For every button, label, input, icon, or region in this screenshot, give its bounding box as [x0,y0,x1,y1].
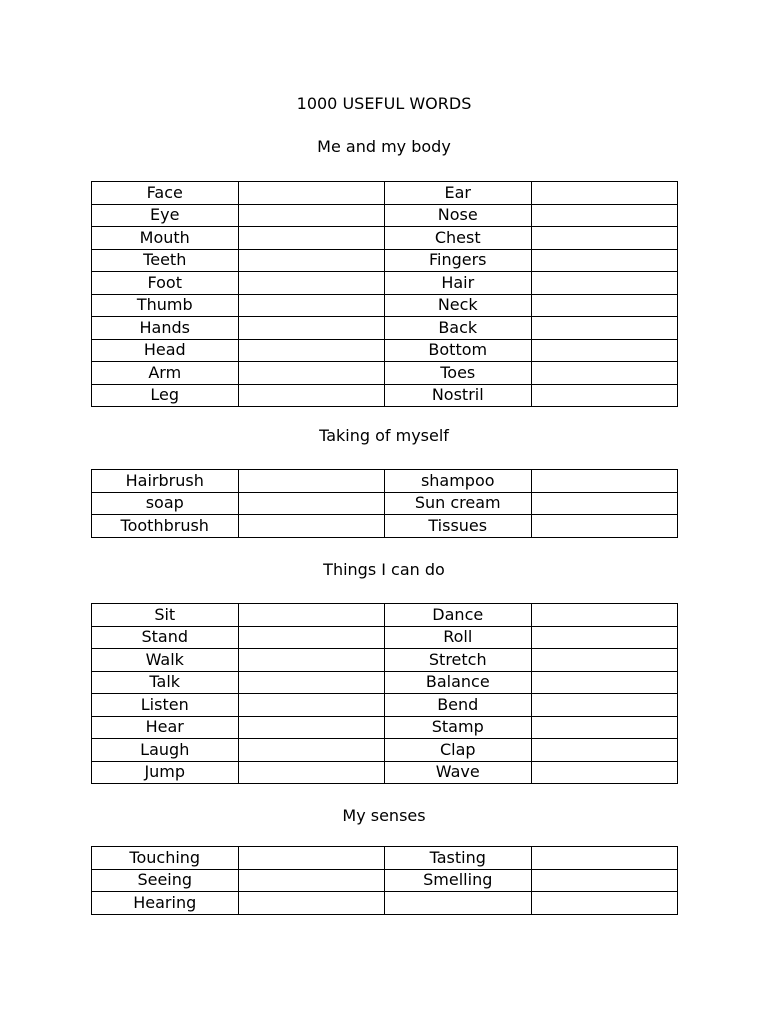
word-cell: Balance [385,671,532,694]
word-cell: Wave [385,761,532,784]
word-cell: Toothbrush [92,515,239,538]
word-cell: Arm [92,362,239,385]
word-cell: Hair [385,272,532,295]
blank-cell [531,869,678,892]
blank-cell [531,604,678,627]
document-title: 1000 USEFUL WORDS [296,94,472,113]
word-table-things-i-can-do [91,603,678,784]
word-cell: Face [92,182,239,205]
blank-cell [238,671,385,694]
table-row [92,227,678,250]
table-row [92,362,678,385]
word-cell: Hear [92,716,239,739]
blank-cell [238,384,385,407]
blank-cell [531,716,678,739]
word-cell: Nostril [385,384,532,407]
word-cell: Laugh [92,739,239,762]
word-cell: Dance [385,604,532,627]
blank-cell [238,362,385,385]
blank-cell [238,869,385,892]
word-cell: Sun cream [385,492,532,515]
blank-cell [531,470,678,493]
section-heading-me-and-my-body: Me and my body [317,137,451,156]
word-cell: shampoo [385,470,532,493]
word-table-my-senses [91,846,678,915]
table-row [92,869,678,892]
table-row [92,847,678,870]
blank-cell [531,847,678,870]
word-cell: Talk [92,671,239,694]
blank-cell [531,182,678,205]
word-cell: Back [385,317,532,340]
table-row [92,272,678,295]
word-cell: Foot [92,272,239,295]
blank-cell [238,492,385,515]
table-row [92,294,678,317]
word-cell: Ear [385,182,532,205]
word-cell: Roll [385,626,532,649]
blank-cell [238,847,385,870]
blank-cell [531,739,678,762]
word-cell: Neck [385,294,532,317]
blank-cell [238,294,385,317]
word-cell: Leg [92,384,239,407]
blank-cell [238,339,385,362]
word-cell: soap [92,492,239,515]
blank-cell [531,626,678,649]
blank-cell [531,492,678,515]
table-row [92,626,678,649]
blank-cell [531,671,678,694]
blank-cell [531,339,678,362]
blank-cell [238,470,385,493]
word-cell: Tissues [385,515,532,538]
blank-cell [531,649,678,672]
word-cell: Tasting [385,847,532,870]
blank-cell [238,739,385,762]
word-cell: Mouth [92,227,239,250]
blank-cell [238,892,385,915]
word-cell: Clap [385,739,532,762]
blank-cell [238,515,385,538]
blank-cell [531,249,678,272]
blank-cell [238,649,385,672]
section-heading-taking-of-myself: Taking of myself [319,426,449,445]
table-row [92,716,678,739]
word-cell: Hands [92,317,239,340]
blank-cell [238,249,385,272]
table-row [92,761,678,784]
blank-cell [531,317,678,340]
word-cell: Hairbrush [92,470,239,493]
word-table-taking-of-myself [91,469,678,538]
word-cell: Seeing [92,869,239,892]
word-cell: Sit [92,604,239,627]
word-cell: Smelling [385,869,532,892]
blank-cell [238,626,385,649]
table-row [92,604,678,627]
word-cell: Walk [92,649,239,672]
blank-cell [238,317,385,340]
table-row [92,515,678,538]
word-cell: Teeth [92,249,239,272]
word-table-me-and-my-body [91,181,678,407]
blank-cell [238,716,385,739]
word-cell: Nose [385,204,532,227]
table-row [92,249,678,272]
word-cell: Chest [385,227,532,250]
word-cell: Head [92,339,239,362]
blank-cell [531,515,678,538]
blank-cell [531,694,678,717]
blank-cell [531,272,678,295]
table-row [92,317,678,340]
table-row [92,892,678,915]
word-cell: Eye [92,204,239,227]
table-row [92,649,678,672]
section-heading-my-senses: My senses [342,806,426,825]
word-cell: Jump [92,761,239,784]
word-cell [385,892,532,915]
table-row [92,492,678,515]
word-cell: Listen [92,694,239,717]
word-cell: Stretch [385,649,532,672]
word-cell: Hearing [92,892,239,915]
word-cell: Stamp [385,716,532,739]
word-cell: Thumb [92,294,239,317]
blank-cell [238,204,385,227]
table-row [92,739,678,762]
table-row [92,384,678,407]
word-cell: Bend [385,694,532,717]
blank-cell [531,384,678,407]
blank-cell [531,227,678,250]
blank-cell [531,362,678,385]
word-cell: Bottom [385,339,532,362]
blank-cell [531,204,678,227]
word-cell: Touching [92,847,239,870]
blank-cell [238,761,385,784]
blank-cell [238,272,385,295]
section-heading-things-i-can-do: Things I can do [323,560,445,579]
blank-cell [238,182,385,205]
table-row [92,470,678,493]
word-cell: Toes [385,362,532,385]
table-row [92,339,678,362]
blank-cell [531,892,678,915]
blank-cell [238,227,385,250]
table-row [92,671,678,694]
table-row [92,182,678,205]
blank-cell [531,761,678,784]
blank-cell [238,604,385,627]
blank-cell [531,294,678,317]
table-row [92,204,678,227]
blank-cell [238,694,385,717]
table-row [92,694,678,717]
word-cell: Fingers [385,249,532,272]
word-cell: Stand [92,626,239,649]
